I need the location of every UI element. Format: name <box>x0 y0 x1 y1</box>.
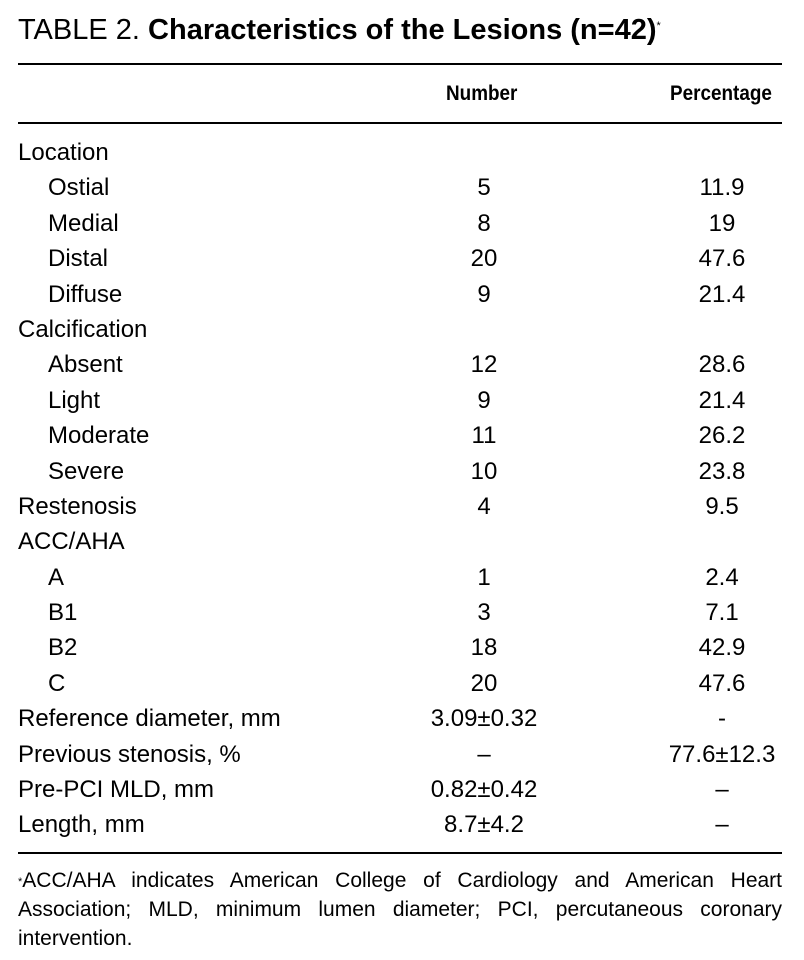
table-caption: Characteristics of the Lesions (n=42) <box>148 14 657 46</box>
table-body <box>0 135 804 843</box>
row-label: B2 <box>48 634 78 662</box>
column-header-number: Number <box>446 82 518 105</box>
table-row <box>0 347 804 382</box>
table-title <box>18 14 661 47</box>
table-row <box>0 454 804 489</box>
row-label: Diffuse <box>48 280 123 308</box>
row-percentage: 2.4 <box>705 563 739 591</box>
row-number: 8 <box>477 209 491 237</box>
row-number: – <box>477 740 491 768</box>
header-rule <box>18 122 782 124</box>
table-row <box>0 312 804 347</box>
row-percentage: 77.6±12.3 <box>668 740 776 768</box>
row-label: ACC/AHA <box>18 528 125 556</box>
row-percentage: 23.8 <box>698 457 746 485</box>
row-number: 9 <box>477 386 491 414</box>
row-label: Moderate <box>48 422 150 450</box>
table-row <box>0 241 804 276</box>
table-row <box>0 524 804 559</box>
row-label: Medial <box>48 209 119 237</box>
table-row <box>0 560 804 595</box>
table-row <box>0 489 804 524</box>
table-row <box>0 277 804 312</box>
row-label: Severe <box>48 457 125 485</box>
table-row <box>0 737 804 772</box>
row-label: Location <box>18 139 109 166</box>
row-label: B1 <box>48 599 78 627</box>
table-row <box>0 630 804 665</box>
row-number: 20 <box>470 245 498 273</box>
row-percentage: – <box>715 811 729 839</box>
column-header-percentage: Percentage <box>670 82 772 105</box>
row-number: 10 <box>470 457 498 485</box>
row-number: 5 <box>477 174 491 202</box>
bottom-rule <box>18 852 782 854</box>
row-number: 8.7±4.2 <box>444 811 524 839</box>
row-number: 0.82±0.42 <box>430 776 538 804</box>
title-footnote-marker: * <box>656 20 661 32</box>
row-label: Restenosis <box>18 492 137 520</box>
table-row <box>0 206 804 241</box>
table-row <box>0 383 804 418</box>
row-label: Distal <box>48 245 109 273</box>
table-row <box>0 418 804 453</box>
row-label: Light <box>48 386 101 414</box>
row-percentage: 47.6 <box>698 669 746 697</box>
row-percentage: – <box>715 776 729 804</box>
row-number: 3 <box>477 599 491 627</box>
footnote-marker: * <box>18 876 23 888</box>
row-number: 12 <box>470 351 498 379</box>
row-label: Calcification <box>18 315 148 343</box>
row-number: 9 <box>477 280 491 308</box>
footnote-text: ACC/AHA indicates American College of Cardiology and American Heart Association; MLD, minimum lumen diameter; PCI, percutaneous coronary intervention. <box>18 869 782 950</box>
row-percentage: 28.6 <box>698 351 746 379</box>
row-number: 18 <box>470 634 498 662</box>
row-percentage: 11.9 <box>699 174 745 202</box>
row-percentage: 26.2 <box>698 422 746 450</box>
table-number: TABLE 2. <box>18 14 140 46</box>
row-label: Absent <box>48 351 123 379</box>
table-row <box>0 666 804 701</box>
row-number: 1 <box>477 563 491 591</box>
row-percentage: 47.6 <box>698 245 746 273</box>
row-label: A <box>48 563 65 591</box>
row-percentage: 19 <box>708 209 736 237</box>
row-number: 20 <box>470 669 498 697</box>
table-row <box>0 807 804 842</box>
row-percentage: 21.4 <box>698 280 746 308</box>
row-percentage: 7.1 <box>705 599 739 627</box>
row-percentage: - <box>718 705 726 733</box>
table-row <box>0 772 804 807</box>
row-percentage: 21.4 <box>698 386 746 414</box>
row-number: 3.09±0.32 <box>430 705 538 733</box>
table-row <box>0 135 804 170</box>
row-percentage: 9.5 <box>705 492 739 520</box>
row-label: Previous stenosis, % <box>18 740 241 768</box>
table-row <box>0 170 804 205</box>
row-label: Reference diameter, mm <box>18 705 281 733</box>
top-rule <box>18 63 782 65</box>
row-label: Length, mm <box>18 811 145 839</box>
row-label: Pre-PCI MLD, mm <box>18 776 215 804</box>
row-label: Ostial <box>48 174 110 202</box>
row-number: 4 <box>477 492 491 520</box>
table-row <box>0 701 804 736</box>
row-label: C <box>48 669 66 697</box>
table-row <box>0 595 804 630</box>
table-footnote <box>18 866 782 953</box>
row-number: 11 <box>471 422 497 450</box>
row-percentage: 42.9 <box>698 634 746 662</box>
